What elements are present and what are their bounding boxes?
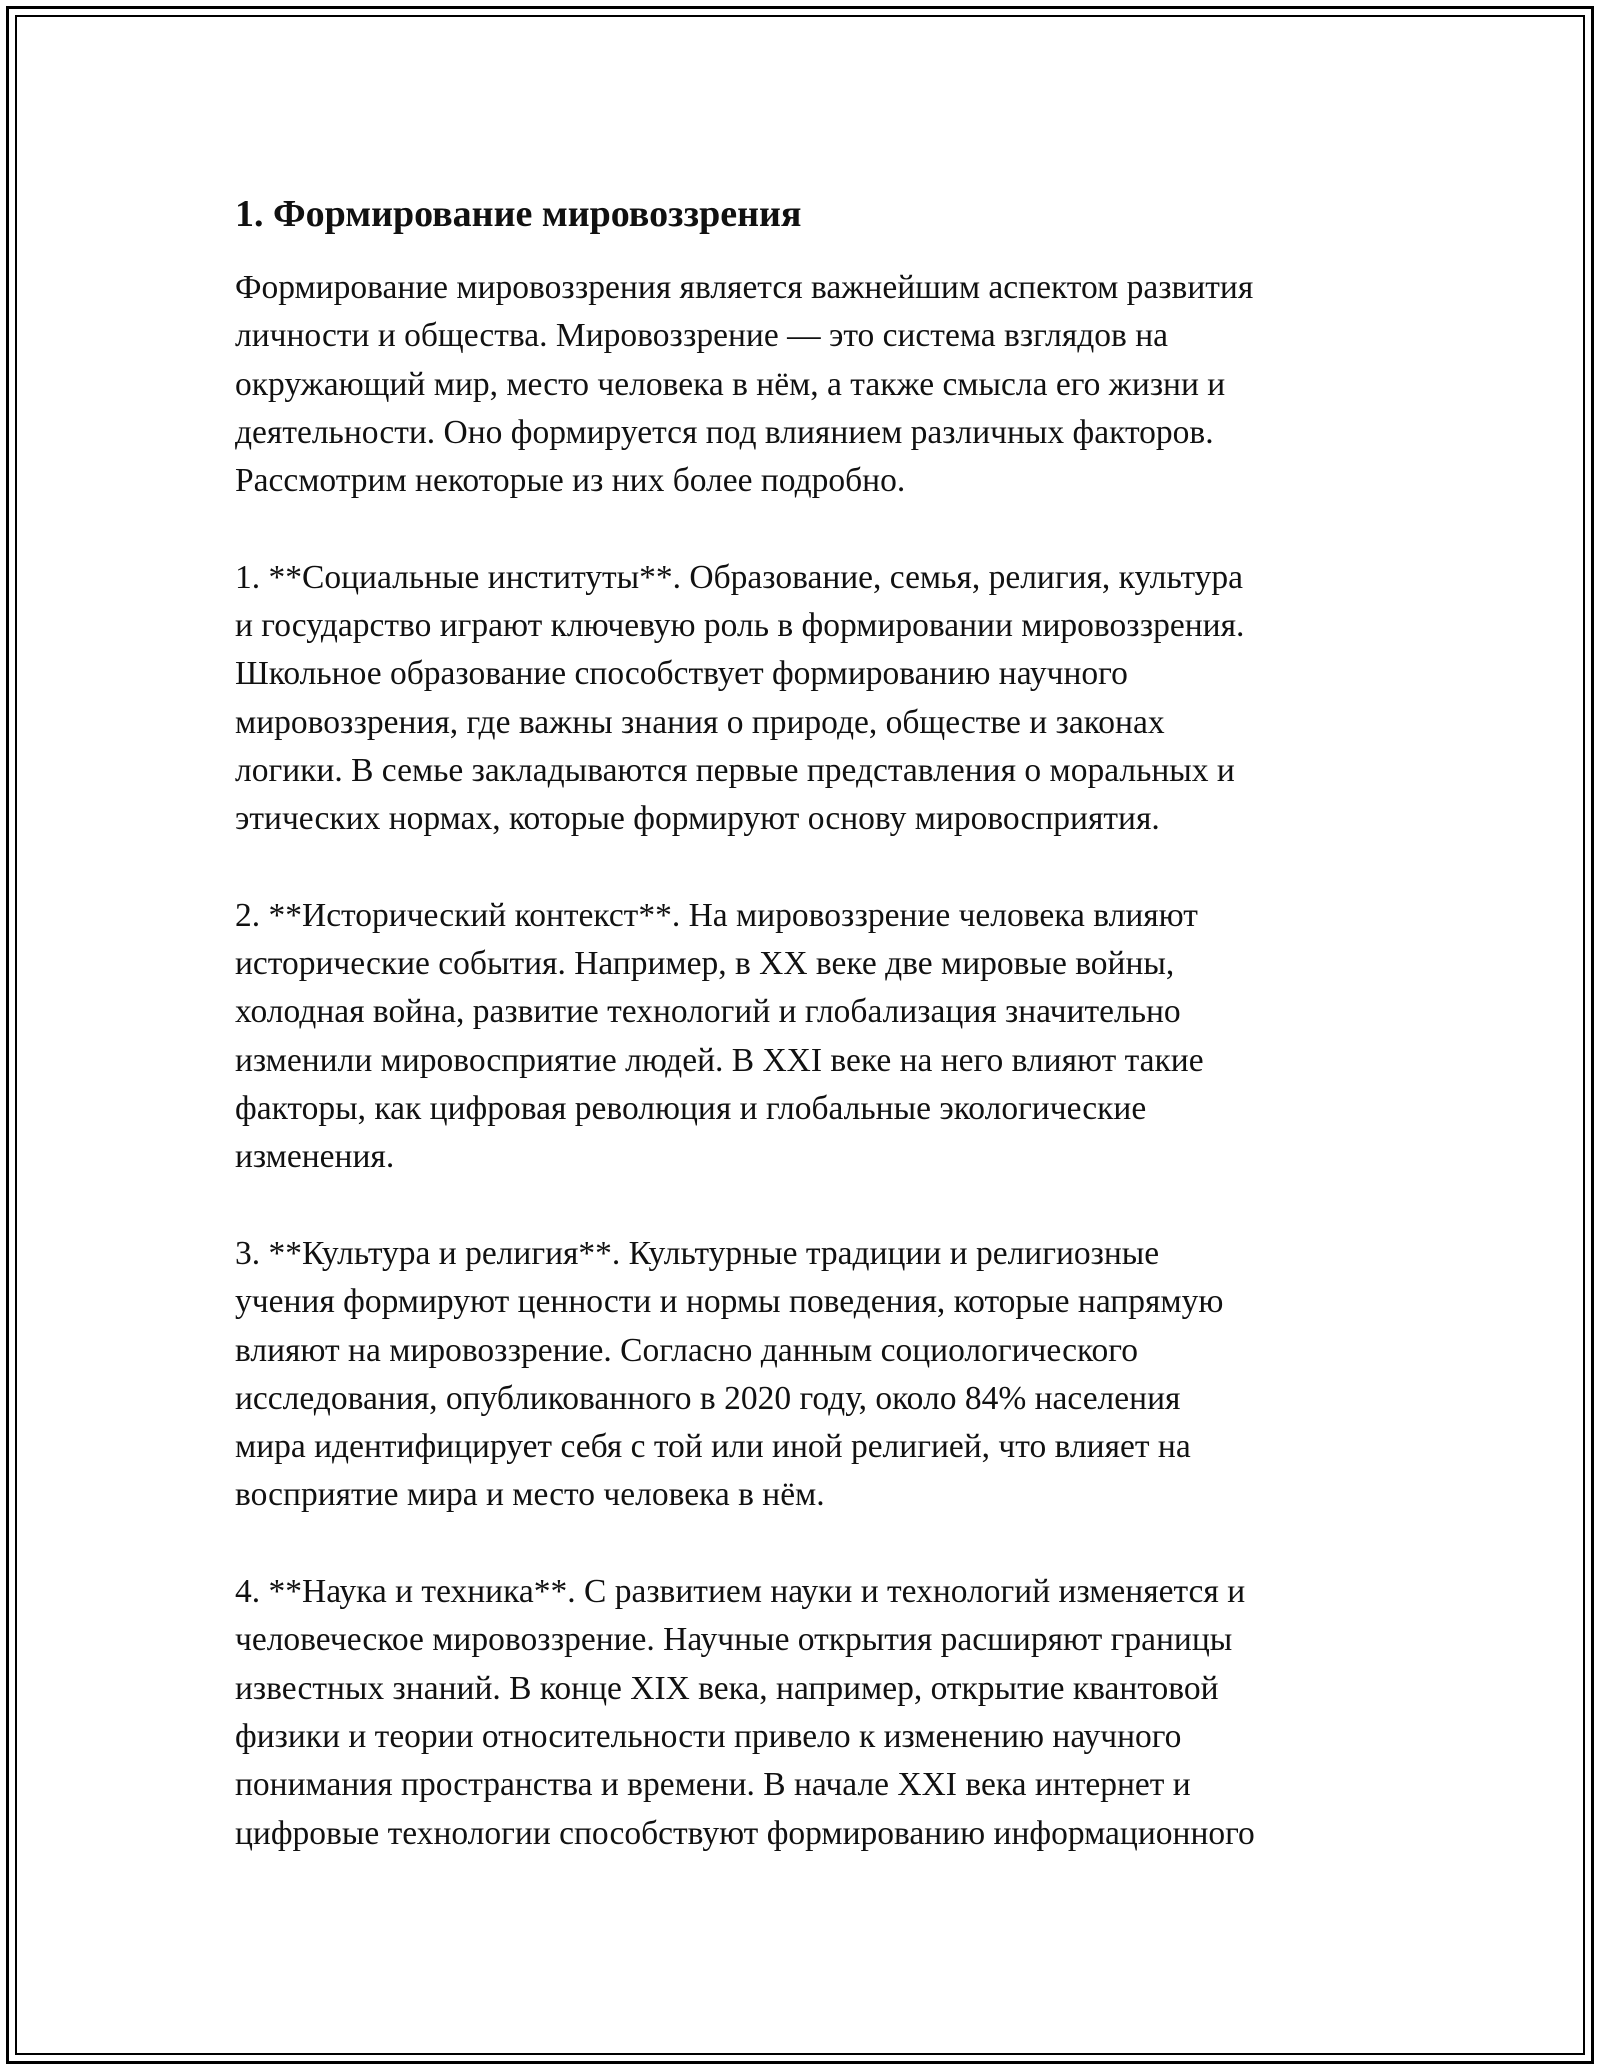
document-body (235, 190, 1375, 1906)
paragraph-science-technology: 4. **Наука и техника**. С развитием науки и технологий изменяется и человеческое мировоззрение. Научные открытия расширяют границы известных знаний. В конце XIX века, например, открытие квантовой физики и теории относительности привело к изменению научного понимания пространства и времени. В начале XXI века интернет и цифровые технологии способствуют формированию информационного (235, 1573, 1255, 1852)
section-heading: 1. Формирование мировоззрения (235, 193, 802, 235)
paragraph-culture-religion: 3. **Культура и религия**. Культурные традиции и религиозные учения формируют ценности и нормы поведения, которые напрямую влияют на мировоззрение. Согласно данным социологического исследования, опубликованного в 2020 году, около 84% населения мира идентифицирует себя с той или иной религией, что влияет на восприятие мира и место человека в нём. (235, 1234, 1224, 1514)
paragraph-social-institutions: 1. **Социальные институты**. Образование, семья, религия, культура и государство играют ключевую роль в формировании мировоззрения. Школьное образование способствует формированию научного мировоззрения, где важны знания о природе, обществе и законах логики. В семье закладываются первые представления о моральных и этических нормах, которые формируют основу мировосприятия. (235, 558, 1245, 838)
intro-paragraph: Формирование мировоззрения является важнейшим аспектом развития личности и общества. Мировоззрение — это система взглядов на окружающий мир, место человека в нём, а также смысла его жизни и деятельности. Оно формируется под влиянием различных факторов. Рассмотрим некоторые из них более подробно. (235, 269, 1254, 500)
paragraph-historical-context: 2. **Исторический контекст**. На мировоззрение человека влияют исторические события. Например, в XX веке две мировые войны, холодная война, развитие технологий и глобализация значительно изменили мировосприятие людей. В XXI веке на него влияют такие факторы, как цифровая революция и глобальные экологические изменения. (235, 896, 1204, 1176)
